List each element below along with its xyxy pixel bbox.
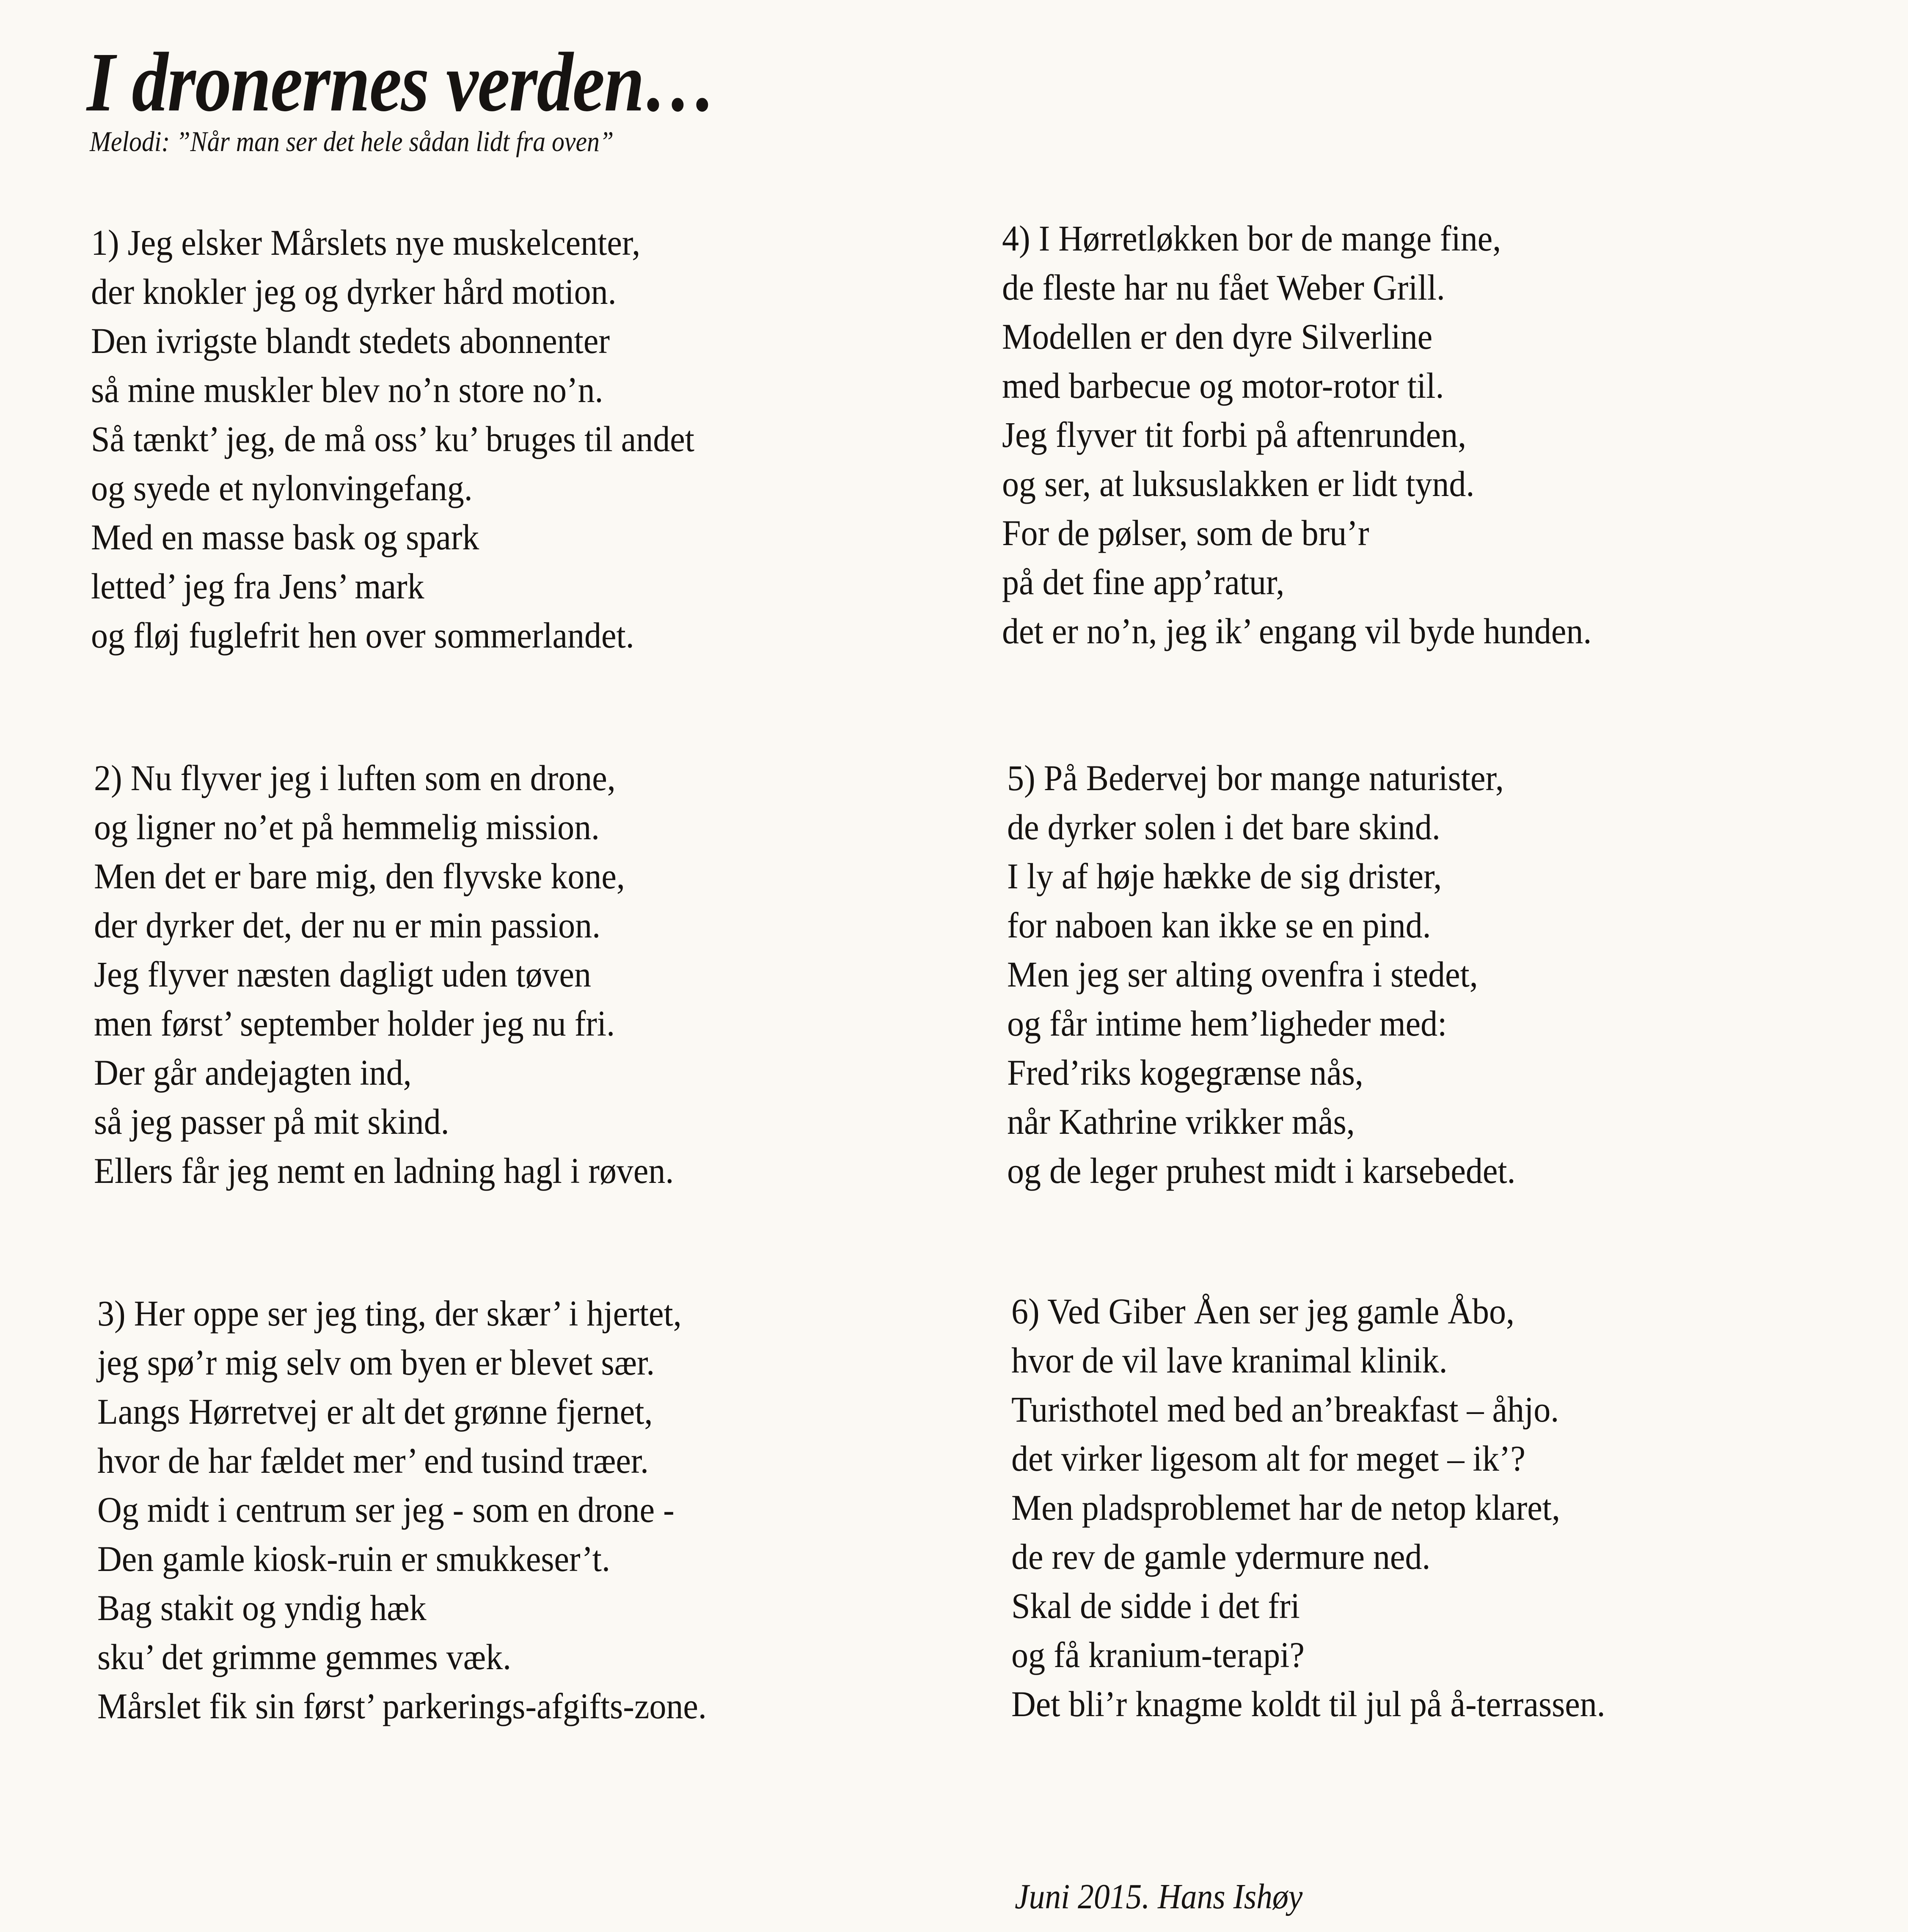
verse-line: og de leger pruhest midt i karsebedet. [1007, 1150, 1516, 1191]
verse-line: jeg spø’r mig selv om byen er blevet sær. [97, 1342, 655, 1383]
verse-line: Det bli’r knagme koldt til jul på å-terrassen. [1011, 1684, 1605, 1724]
verse-line: letted’ jeg fra Jens’ mark [91, 566, 424, 606]
verse-line: Turisthotel med bed an’breakfast – åhjo. [1011, 1389, 1559, 1430]
verse-line: og får intime hem’ligheder med: [1007, 1003, 1447, 1044]
verse-line: Der går andejagten ind, [94, 1052, 412, 1093]
verse-line: der dyrker det, der nu er min passion. [94, 905, 601, 945]
verse-line: og få kranium-terapi? [1011, 1634, 1305, 1675]
verse-line: Men det er bare mig, den flyvske kone, [94, 856, 625, 896]
verse-line: Med en masse bask og spark [91, 517, 479, 557]
verse-line: Jeg flyver næsten dagligt uden tøven [94, 954, 592, 995]
verse-line: Den ivrigste blandt stedets abonnenter [91, 320, 610, 361]
verse-line: og fløj fuglefrit hen over sommerlandet. [91, 615, 634, 656]
verse-line: 6) Ved Giber Åen ser jeg gamle Åbo, [1011, 1291, 1515, 1331]
melody-subtitle: Melodi: ”Når man ser det hele sådan lidt fra oven” [90, 125, 614, 157]
verse-2 [94, 753, 717, 1195]
verse-line: med barbecue og motor-rotor til. [1002, 365, 1444, 406]
verse-line: Men jeg ser alting ovenfra i stedet, [1007, 954, 1478, 995]
verse-line: sku’ det grimme gemmes væk. [97, 1637, 512, 1677]
verse-3 [97, 1289, 752, 1731]
verse-line: det virker ligesom alt for meget – ik’? [1011, 1438, 1525, 1479]
verse-line: I ly af høje hække de sig drister, [1007, 856, 1442, 896]
verse-line: hvor de vil lave kranimal klinik. [1011, 1340, 1448, 1381]
verse-line: For de pølser, som de bru’r [1002, 513, 1369, 553]
verse-line: de dyrker solen i det bare skind. [1007, 807, 1440, 847]
verse-line: de rev de gamle ydermure ned. [1011, 1536, 1431, 1577]
verse-1 [91, 218, 740, 660]
verse-line: Men pladsproblemet har de netop klaret, [1011, 1487, 1561, 1528]
verse-line: Mårslet fik sin først’ parkerings-afgifts-zone. [97, 1686, 707, 1726]
verse-line: Bag stakit og yndig hæk [97, 1587, 427, 1628]
verse-line: og syede et nylonvingefang. [91, 468, 473, 508]
verse-line: Fred’riks kogegrænse nås, [1007, 1052, 1363, 1093]
verse-line: der knokler jeg og dyrker hård motion. [91, 271, 617, 312]
verse-line: hvor de har fældet mer’ end tusind træer. [97, 1440, 649, 1481]
verse-line: Den gamle kiosk-ruin er smukkeser’t. [97, 1538, 611, 1579]
verse-5 [1007, 753, 1554, 1195]
verse-line: Så tænkt’ jeg, de må oss’ ku’ bruges til andet [91, 419, 695, 459]
verse-line: Ellers får jeg nemt en ladning hagl i røven. [94, 1150, 674, 1191]
verse-line: Og midt i centrum ser jeg - som en drone - [97, 1489, 675, 1530]
song-title: I dronernes verden… [87, 36, 716, 129]
verse-line: når Kathrine vrikker mås, [1007, 1101, 1355, 1142]
verse-line: 2) Nu flyver jeg i luften som en drone, [94, 758, 616, 798]
verse-line: og ligner no’et på hemmelig mission. [94, 807, 600, 847]
verse-6 [1011, 1287, 1650, 1728]
verse-line: Langs Hørretvej er alt det grønne fjernet, [97, 1391, 653, 1432]
verse-line: Jeg flyver tit forbi på aftenrunden, [1002, 414, 1467, 455]
verse-line: på det fine app’ratur, [1002, 562, 1285, 602]
verse-line: de fleste har nu fået Weber Grill. [1002, 267, 1445, 308]
verse-line: 4) I Hørretløkken bor de mange fine, [1002, 218, 1501, 259]
verse-line: og ser, at luksuslakken er lidt tynd. [1002, 463, 1475, 504]
verse-line: men først’ september holder jeg nu fri. [94, 1003, 615, 1044]
verse-line: 3) Her oppe ser jeg ting, der skær’ i hjertet, [97, 1293, 682, 1334]
author-signature: Juni 2015. Hans Ishøy [1015, 1877, 1303, 1916]
verse-4 [1002, 214, 1636, 656]
verse-line: så mine muskler blev no’n store no’n. [91, 369, 603, 410]
verse-line: for naboen kan ikke se en pind. [1007, 905, 1431, 945]
verse-line: 5) På Bedervej bor mange naturister, [1007, 758, 1504, 798]
verse-line: så jeg passer på mit skind. [94, 1101, 449, 1142]
verse-line: Modellen er den dyre Silverline [1002, 316, 1433, 357]
verse-line: det er no’n, jeg ik’ engang vil byde hunden. [1002, 611, 1592, 651]
verse-line: 1) Jeg elsker Mårslets nye muskelcenter, [91, 222, 641, 263]
verse-line: Skal de sidde i det fri [1011, 1585, 1300, 1626]
